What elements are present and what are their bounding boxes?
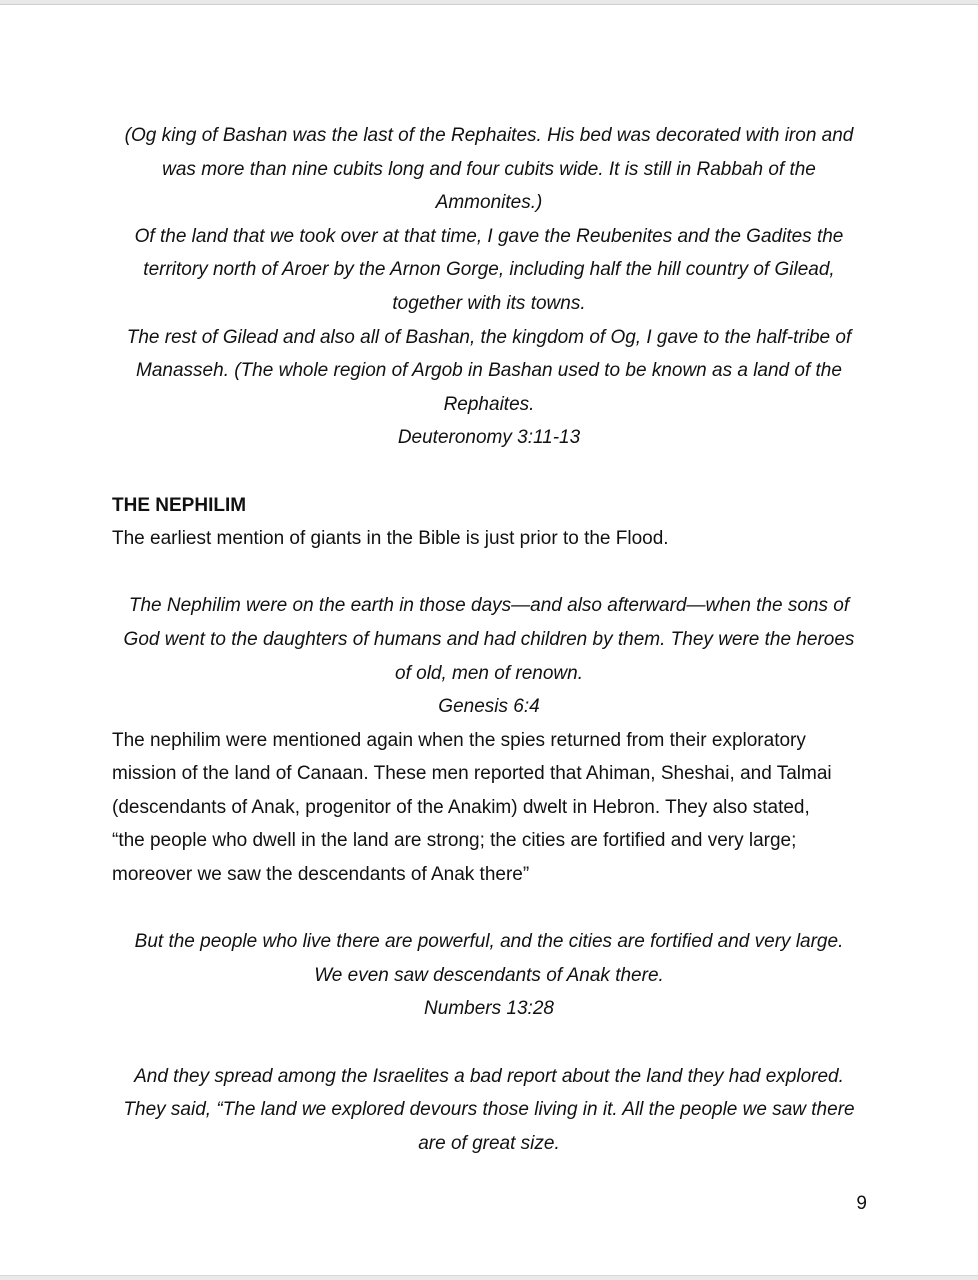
spacer: [112, 892, 866, 926]
genesis-citation: Genesis 6:4: [438, 696, 540, 718]
numbers-quote: But the people who live there are powerful, and the cities are fortified and very large. We even saw descendants of Anak there.: [134, 931, 844, 986]
spacer: [112, 556, 866, 590]
deuteronomy-quote: (Og king of Bashan was the last of the Rephaites. His bed was decorated with iron and was more than nine cubits long and four cubits wide. It is still in Rabbah of the Ammonites.) Of the land that we took over at that time, I gave the Reubenites and the Gadites the territory north of Aroer by the Arnon Gorge, including half the hill country of Gilead, together with its towns. The rest of Gilead and also all of Bashan, the kingdom of Og, I gave to the half-tribe of Manasseh. (The whole region of Argob in Bashan used to be known as a land of the Rephaites.: [124, 125, 854, 415]
numbers-citation: Numbers 13:28: [424, 998, 554, 1020]
section-heading: THE NEPHILIM: [112, 494, 247, 516]
document-page: [0, 4, 978, 1276]
spies-paragraph: The nephilim were mentioned again when the spies returned from their exploratory mission of the land of Canaan. These men reported that Ahiman, Sheshai, and Talmai (descendants of Anak, progenitor of the Anakim) dwelt in Hebron. They also stated, “the people who dwell in the land are strong; the cities are fortified and very large; moreover we saw the descendants of Anak there”: [112, 729, 832, 886]
page-content: [112, 119, 866, 1160]
bad-report-quote: And they spread among the Israelites a bad report about the land they had explored. They said, “The land we explored devours those living in it. All the people we saw there are of great size.: [123, 1065, 855, 1154]
deuteronomy-citation: Deuteronomy 3:11-13: [397, 427, 581, 449]
spacer: [112, 455, 866, 489]
page-number: 9: [856, 1193, 867, 1214]
intro-paragraph: The earliest mention of giants in the Bible is just prior to the Flood.: [112, 528, 669, 550]
spacer: [112, 1026, 866, 1060]
genesis-quote: The Nephilim were on the earth in those days—and also afterward—when the sons of God went to the daughters of humans and had children by them. They were the heroes of old, men of renown.: [123, 595, 855, 684]
